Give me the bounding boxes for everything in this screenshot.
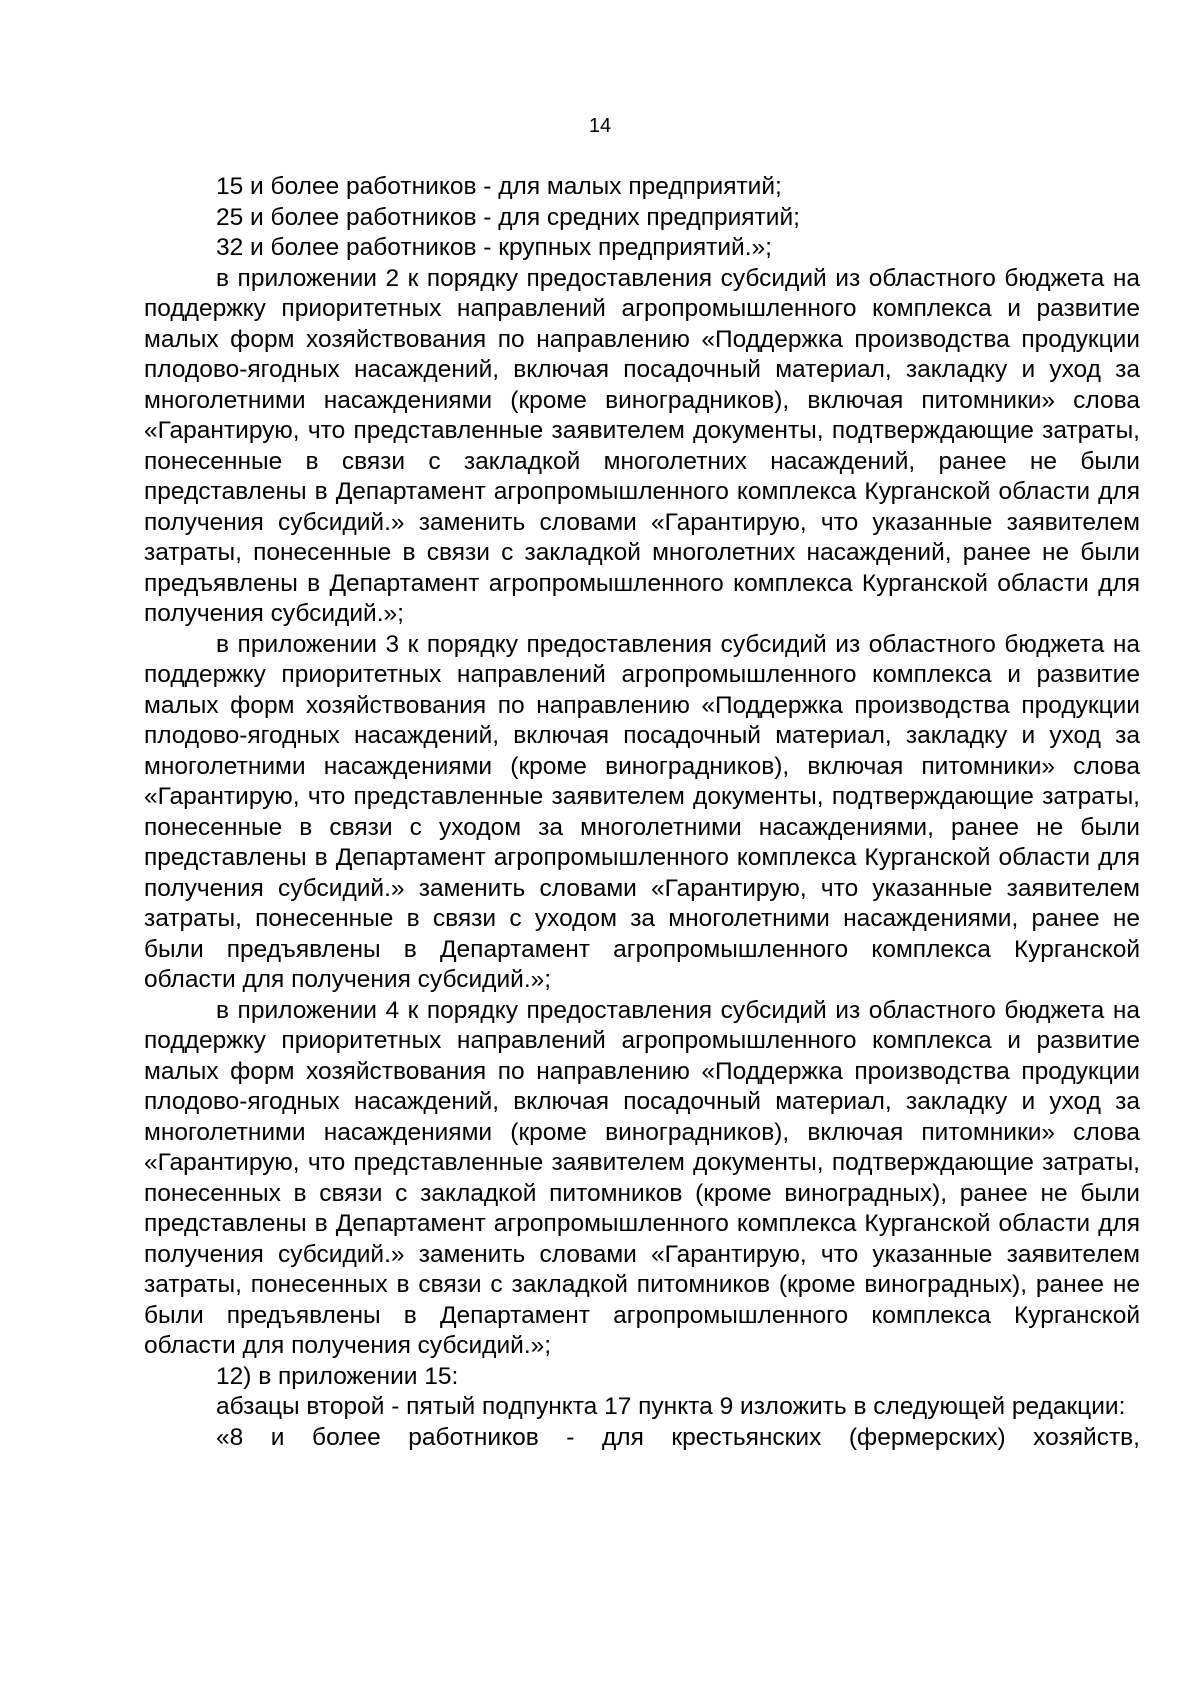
paragraph-appendix-2: в приложении 2 к порядку предоставления субсидий из областного бюджета на поддержку приоритетных направлений агропромышленного комплекса и развитие малых форм хозяйствования по направлению «Поддержка производства продукции плодово-ягодных насаждений, включая посадочный материал, закладку и уход за многолетними насаждениями (кроме виноградников), включая питомники» слова «Гарантирую, что представленные заявителем документы, подтверждающие затраты, понесенные в связи с закладкой многолетних насаждений, ранее не были представлены в Департамент агропромышленного комплекса Курганской области для получения субсидий.» заменить словами «Гарантирую, что указанные заявителем затраты, понесенные в связи с закладкой многолетних насаждений, ранее не были предъявлены в Департамент агропромышленного комплекса Курганской области для получения субсидий.»; (144, 264, 1140, 627)
paragraph-large-enterprises: 32 и более работников - крупных предприятий.»; (216, 234, 772, 261)
page-number: 14 (588, 115, 612, 137)
paragraph-medium-enterprises: 25 и более работников - для средних предприятий; (216, 203, 800, 231)
paragraph-subitem-17: абзацы второй - пятый подпункта 17 пункта 9 изложить в следующей редакции: (216, 1393, 1126, 1420)
paragraph-item-12: 12) в приложении 15: (216, 1362, 459, 1390)
paragraph-appendix-4: в приложении 4 к порядку предоставления субсидий из областного бюджета на поддержку приоритетных направлений агропромышленного комплекса и развитие малых форм хозяйствования по направлению «Поддержка производства продукции плодово-ягодных насаждений, включая посадочный материал, закладку и уход за многолетними насаждениями (кроме виноградников), включая питомники» слова «Гарантирую, что представленные заявителем документы, подтверждающие затраты, понесенных в связи с закладкой питомников (кроме виноградных), ранее не были представлены в Департамент агропромышленного комплекса Курганской области для получения субсидий.» заменить словами «Гарантирую, что указанные заявителем затраты, понесенных в связи с закладкой питомников (кроме виноградных), ранее не были предъявлены в Департамент агропромышленного комплекса Курганской области для получения субсидий.»; (144, 996, 1140, 1359)
document-body (144, 172, 1140, 1453)
paragraph-small-enterprises: 15 и более работников - для малых предприятий; (216, 173, 782, 200)
paragraph-appendix-3: в приложении 3 к порядку предоставления субсидий из областного бюджета на поддержку приоритетных направлений агропромышленного комплекса и развитие малых форм хозяйствования по направлению «Поддержка производства продукции плодово-ягодных насаждений, включая посадочный материал, закладку и уход за многолетними насаждениями (кроме виноградников), включая питомники» слова «Гарантирую, что представленные заявителем документы, подтверждающие затраты, понесенные в связи с уходом за многолетними насаждениями, ранее не были представлены в Департамент агропромышленного комплекса Курганской области для получения субсидий.» заменить словами «Гарантирую, что указанные заявителем затраты, понесенные в связи с уходом за многолетними насаждениями, ранее не были предъявлены в Департамент агропромышленного комплекса Курганской области для получения субсидий.»; (144, 630, 1140, 993)
paragraph-farm-workers: «8 и более работников - для крестьянских (фермерских) хозяйств, (216, 1423, 1140, 1451)
